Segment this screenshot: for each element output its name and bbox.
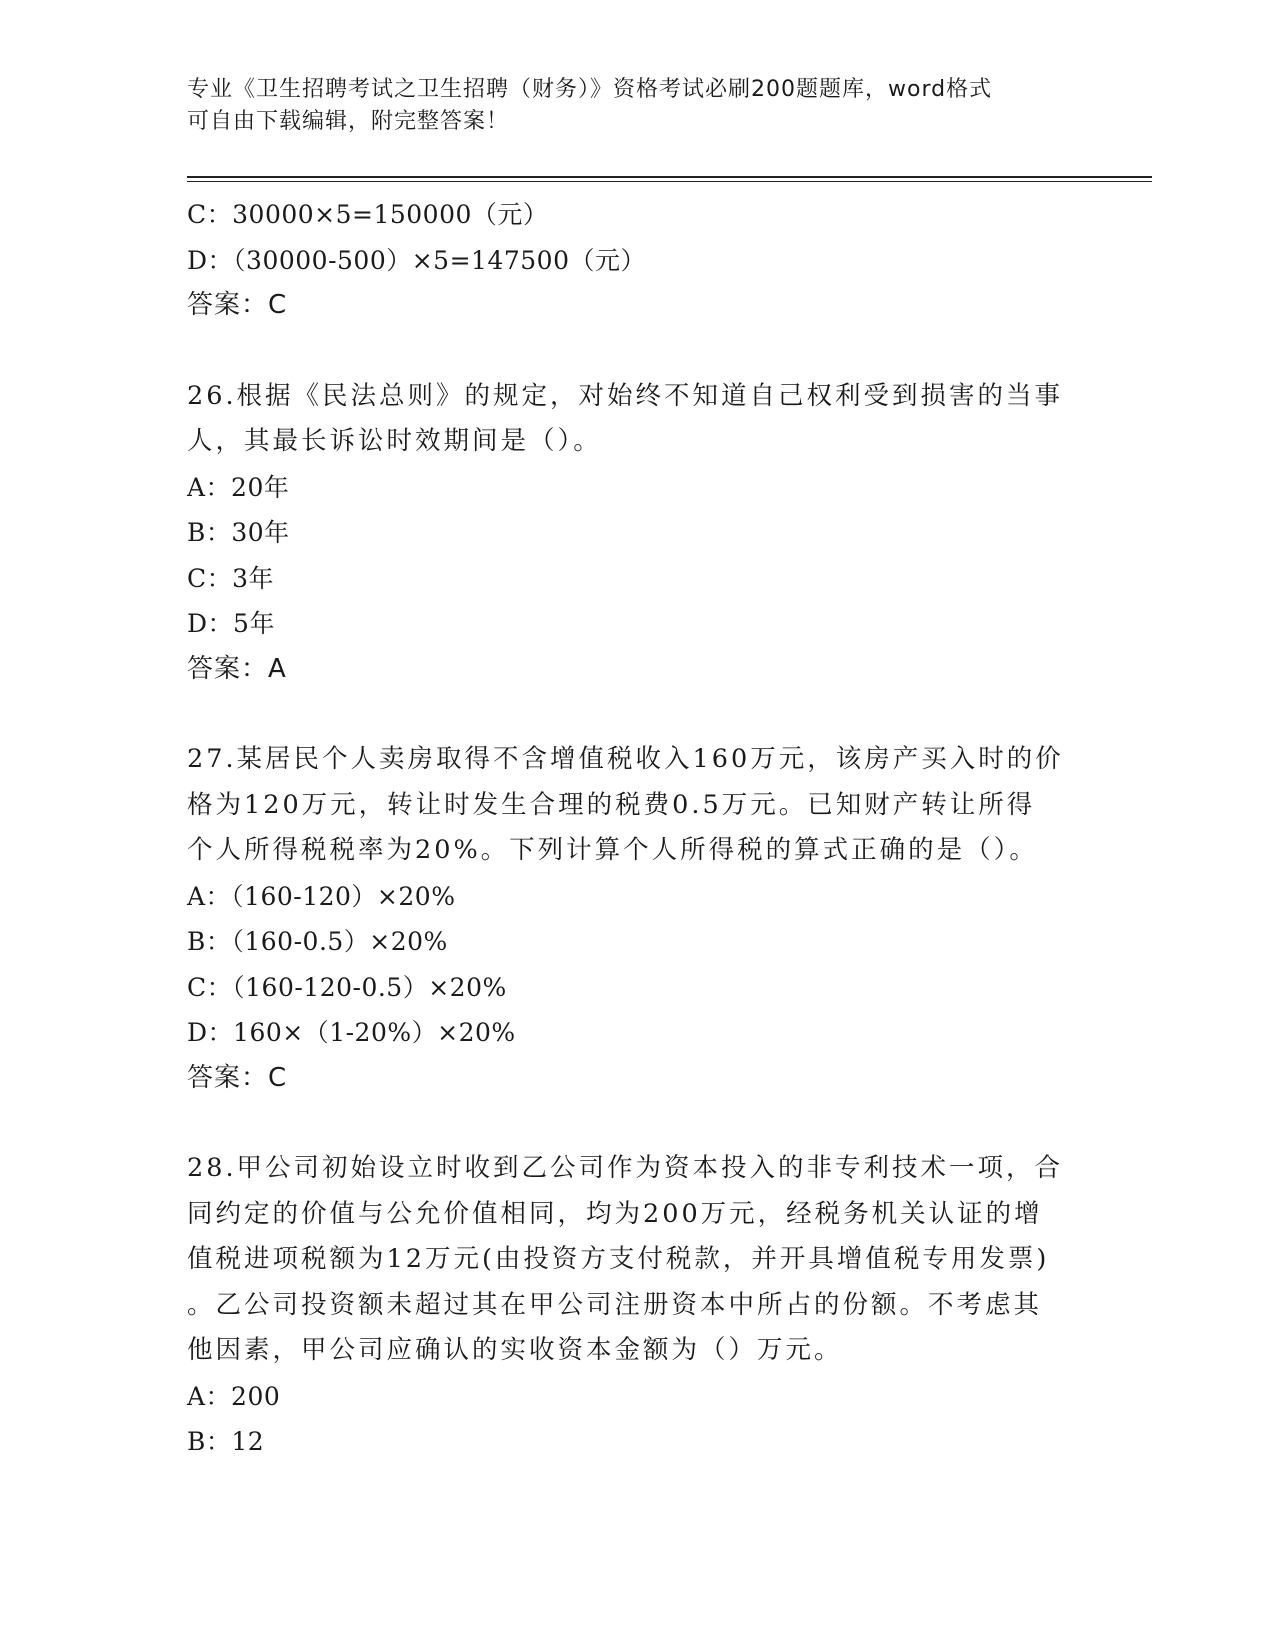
question-text-line: 个人所得税税率为20%。下列计算个人所得税的算式正确的是（）。 (187, 835, 1038, 865)
header-divider-thick (187, 176, 1152, 178)
option-c: C：30000×5=150000（元） (187, 200, 549, 229)
option-a: A：200 (187, 1381, 281, 1411)
option-b: B：12 (187, 1427, 265, 1456)
header-divider-thin (187, 181, 1152, 182)
question-text-line: 同约定的价值与公允价值相同，均为200万元，经税务机关认证的增 (187, 1198, 1043, 1229)
header-line-2: 可自由下载编辑，附完整答案！ (187, 109, 510, 134)
previous-question-tail (187, 192, 1087, 329)
option-c: C：3年 (187, 563, 275, 593)
option-b: B：（160-0.5）×20% (187, 927, 448, 956)
question-text-line: 27.某居民个人卖房取得不含增值税收入160万元，该房产买入时的价 (187, 744, 1064, 774)
spacer (187, 1101, 1087, 1146)
option-b: B：30年 (187, 518, 290, 547)
answer-line: 答案：C (187, 290, 288, 320)
question-27 (187, 737, 1087, 1101)
option-d: D：160×（1-20%）×20% (187, 1018, 516, 1047)
answer-line: 答案：A (187, 653, 287, 684)
header-line-1: 专业《卫生招聘考试之卫生招聘（财务）》资格考试必刷200题题库，word格式 (187, 77, 993, 102)
option-a: A：20年 (187, 472, 290, 502)
question-text-line: 他因素，甲公司应确认的实收资本金额为（）万元。 (187, 1335, 843, 1365)
option-c: C：（160-120-0.5）×20% (187, 972, 507, 1002)
spacer (187, 692, 1087, 737)
question-text-line: 格为120万元，转让时发生合理的税费0.5万元。已知财产转让所得 (187, 789, 1036, 820)
answer-line: 答案：C (187, 1062, 288, 1093)
question-text-line: 人，其最长诉讼时效期间是（）。 (187, 426, 602, 456)
question-text-line: 。乙公司投资额未超过其在甲公司注册资本中所占的份额。不考虑其 (187, 1289, 1043, 1320)
question-28 (187, 1146, 1087, 1465)
option-a: A：（160-120）×20% (187, 881, 456, 911)
document-header (187, 74, 1067, 138)
question-26 (187, 374, 1087, 693)
question-text-line: 28.甲公司初始设立时收到乙公司作为资本投入的非专利技术一项，合 (187, 1153, 1064, 1183)
question-text-line: 26.根据《民法总则》的规定，对始终不知道自己权利受到损害的当事 (187, 380, 1064, 411)
document-body (187, 192, 1087, 1465)
spacer (187, 329, 1087, 374)
option-d: D：（30000-500）×5=147500（元） (187, 245, 646, 275)
question-text-line: 值税进项税额为12万元(由投资方支付税款，并开具增值税专用发票) (187, 1244, 1050, 1274)
option-d: D：5年 (187, 609, 275, 638)
